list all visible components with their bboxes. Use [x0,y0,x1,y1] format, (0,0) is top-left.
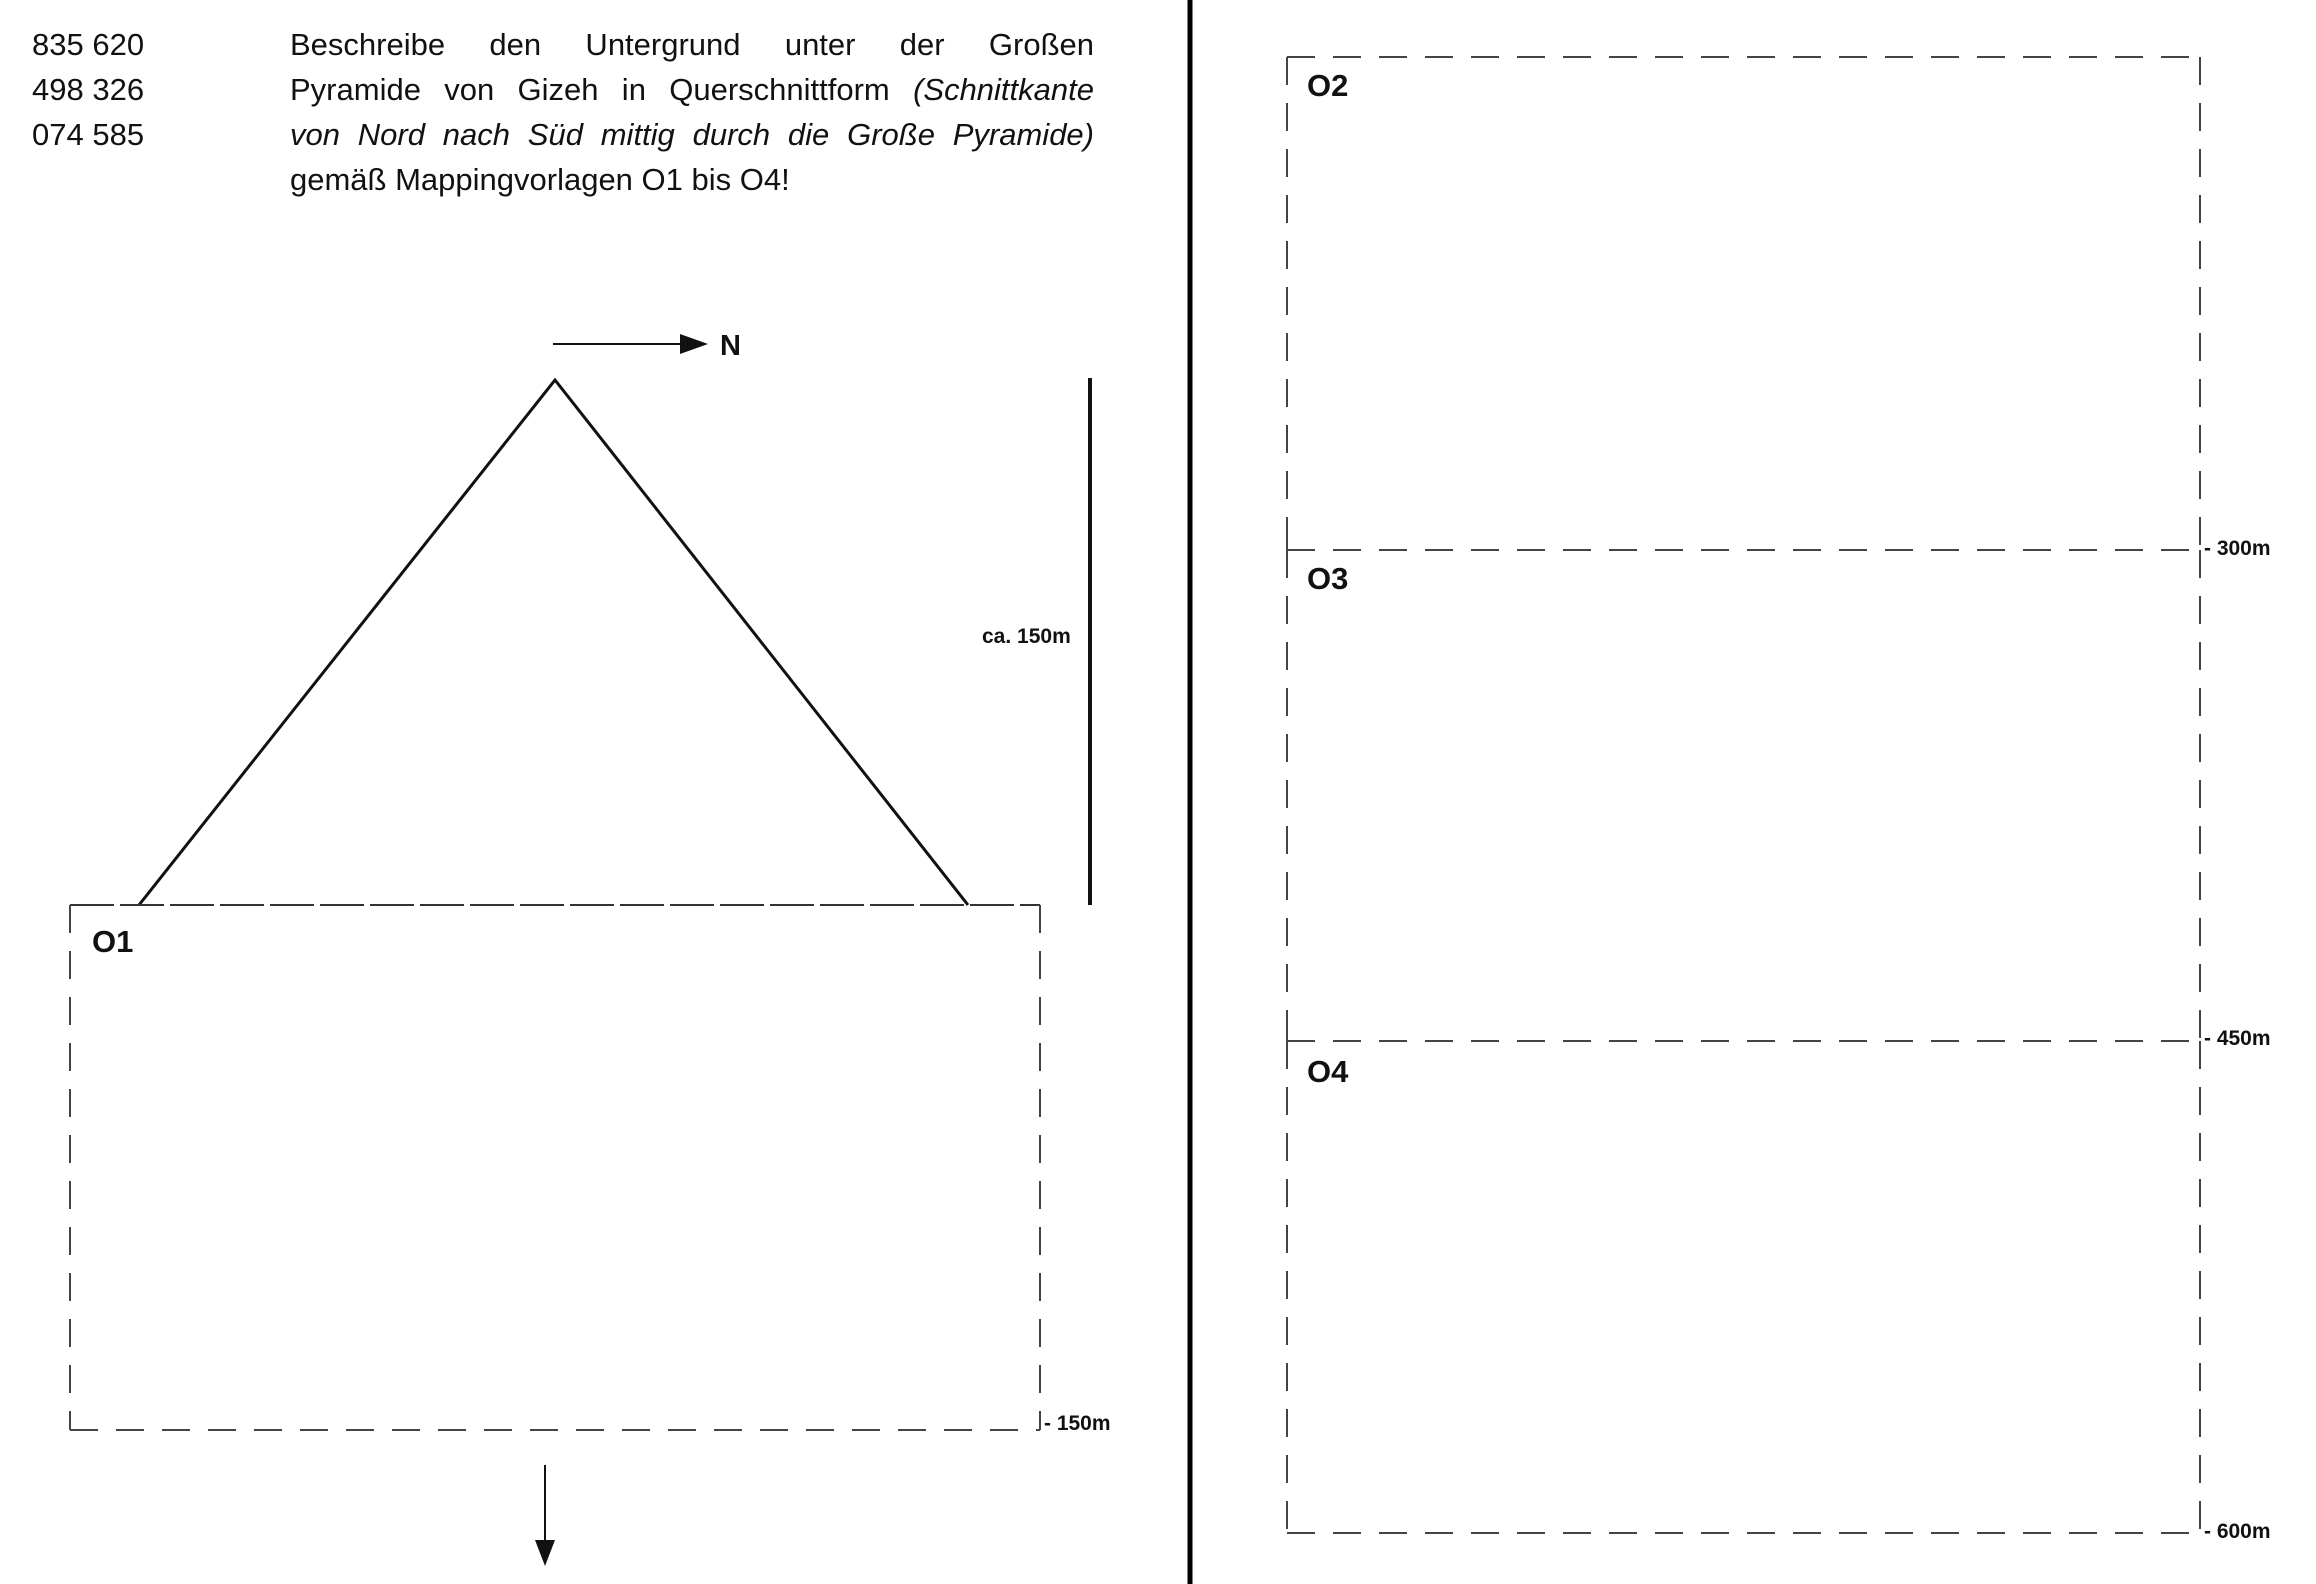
north-arrow [553,330,741,362]
mapping-box-o1 [70,905,1111,1435]
box-label-o1: O1 [92,924,134,959]
box-label-o2: O2 [1307,68,1349,103]
task-line-2-plain: Pyramide von Gizeh in Querschnittform [290,72,914,107]
code-2: 498 326 [32,72,145,107]
mapping-box-o2 [1287,57,2200,550]
north-arrowhead-icon [680,334,708,354]
pyramid-outline [139,380,968,905]
depth-label-o4: - 600m [2204,1520,2271,1543]
height-label: ca. 150m [982,625,1071,648]
code-3: 074 585 [32,117,145,152]
depth-label-o1: - 150m [1044,1412,1111,1435]
task-line-1: Beschreibe den Untergrund unter der Großen [290,27,1094,62]
code-1: 835 620 [32,27,145,62]
task-line-3: von Nord nach Süd mittig durch die Große Pyramide) [290,117,1094,152]
down-arrow [535,1465,555,1566]
task-line-2-italic: (Schnittkante [913,72,1094,107]
mapping-box-o4 [1287,1027,2271,1543]
mapping-box-o3 [1287,537,2271,1041]
box-label-o4: O4 [1307,1054,1349,1089]
depth-label-o3: - 450m [2204,1027,2271,1050]
down-arrowhead-icon [535,1540,555,1566]
box-label-o3: O3 [1307,561,1349,596]
depth-label-o2: - 300m [2204,537,2271,560]
north-label: N [720,330,741,362]
task-line-4: gemäß Mappingvorlagen O1 bis O4! [290,162,790,197]
